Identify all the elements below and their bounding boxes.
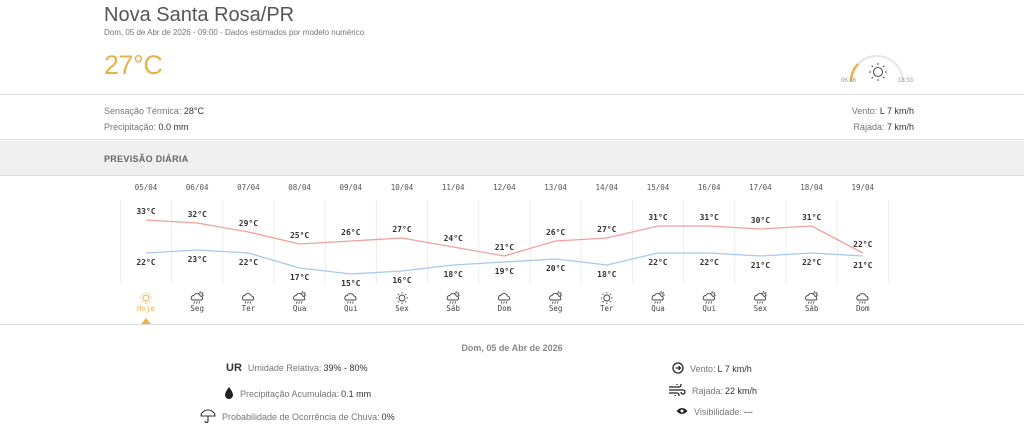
sunrise-time: 06:46	[841, 78, 857, 84]
day-label: Dom	[497, 304, 512, 313]
day-label: Qui	[702, 304, 716, 313]
min-temp-label: 18°C	[597, 270, 617, 279]
sunset-time: 18:33	[898, 78, 914, 84]
day-label: Seg	[548, 304, 563, 313]
rain-icon	[242, 294, 253, 304]
date-label: 17/04	[749, 183, 772, 192]
precip-accum-stat: Precipitação Acumulada: 0.1 mm	[224, 387, 371, 401]
max-temp-label: 21°C	[494, 243, 515, 252]
rain-icon	[498, 294, 509, 304]
city-title: Nova Santa Rosa/PR	[104, 4, 295, 26]
min-temp-label: 18°C	[443, 270, 463, 279]
day-label: Sex	[753, 304, 768, 313]
min-temp-label: 22°C	[648, 258, 668, 267]
max-temp-label: 31°C	[699, 213, 719, 222]
min-temp-label: 19°C	[494, 267, 515, 276]
rain-sun-icon	[806, 291, 819, 304]
date-label: 15/04	[646, 183, 670, 192]
gust-stat: Rajada: 22 km/h	[668, 384, 757, 398]
min-temp-label: 21°C	[750, 261, 771, 270]
max-temp-label: 29°C	[238, 219, 259, 228]
rain-probability-stat: Probabilidade de Ocorrência de Chuva: 0%	[200, 409, 395, 425]
min-temp-label: 15°C	[341, 279, 361, 288]
max-temp-label: 27°C	[597, 225, 617, 234]
humidity-stat: UR Umidade Relativa: 39% - 80%	[226, 362, 368, 374]
max-temp-label: 22°C	[853, 240, 873, 249]
rain-sun-icon	[447, 291, 460, 304]
min-temp-label: 23°C	[187, 255, 207, 264]
date-label: 18/04	[800, 183, 823, 192]
wind-stat: Vento: L 7 km/h	[672, 362, 752, 376]
date-label: 06/04	[185, 183, 209, 192]
sun-icon	[396, 292, 408, 304]
day-label: Sáb	[804, 304, 819, 313]
day-label: Dom	[856, 304, 870, 313]
rain-sun-icon	[191, 291, 204, 304]
date-label: 08/04	[288, 183, 311, 192]
min-temp-label: 22°C	[238, 258, 259, 267]
max-temp-label: 33°C	[136, 207, 156, 216]
divider	[0, 139, 1024, 140]
day-label: Qui	[344, 304, 358, 313]
max-temp-label: 26°C	[545, 228, 566, 237]
day-label: Hoje	[136, 304, 156, 313]
rain-sun-icon	[703, 291, 716, 304]
date-label: 10/04	[390, 183, 414, 192]
max-temp-label: 27°C	[392, 225, 412, 234]
max-temp-label: 25°C	[289, 231, 310, 240]
day-label: Ter	[241, 304, 256, 313]
daily-forecast-chart	[0, 176, 1024, 324]
min-temp-label: 22°C	[699, 258, 719, 267]
sun-arc-widget	[836, 44, 918, 88]
max-temp-label: 26°C	[341, 228, 361, 237]
rain-sun-icon	[652, 291, 665, 304]
day-label: Sáb	[446, 304, 460, 313]
day-label: Qua	[292, 304, 307, 313]
eye-icon	[676, 407, 688, 417]
day-label: Qua	[651, 304, 665, 313]
section-header	[0, 141, 1024, 176]
date-label: 09/04	[339, 183, 363, 192]
section-title: PREVISÃO DIÁRIA	[104, 154, 189, 164]
date-label: 13/04	[544, 183, 567, 192]
compass-icon	[672, 362, 684, 376]
feels-like: Sensação Térmica: 28°C	[104, 106, 204, 116]
wind-gust-icon	[668, 384, 686, 398]
date-label: 12/04	[493, 183, 516, 192]
umbrella-icon	[200, 409, 216, 425]
max-temp-label: 30°C	[750, 216, 771, 225]
humidity-icon: UR	[226, 362, 242, 374]
date-label: 07/04	[237, 183, 260, 192]
sun-icon	[601, 292, 613, 304]
rain-icon	[857, 294, 868, 304]
date-label: 05/04	[134, 183, 158, 192]
day-label: Sex	[395, 304, 409, 313]
max-temp-label: 31°C	[648, 213, 668, 222]
sun-icon	[869, 63, 887, 81]
gust-current: Rajada: 7 km/h	[853, 122, 914, 132]
current-temperature: 27°C	[104, 50, 163, 80]
min-temp-label: 20°C	[545, 264, 566, 273]
min-temp-label: 22°C	[801, 258, 822, 267]
selected-day-title: Dom, 05 de Abr de 2026	[461, 343, 563, 353]
rain-sun-icon	[294, 291, 307, 304]
max-temp-label: 32°C	[187, 210, 207, 219]
day-label: Ter	[600, 304, 614, 313]
date-label: 14/04	[595, 183, 619, 192]
precipitation: Precipitação: 0.0 mm	[104, 122, 189, 132]
date-label: 19/04	[851, 183, 875, 192]
min-temp-label: 17°C	[289, 273, 310, 282]
date-label: 11/04	[441, 183, 465, 192]
rain-sun-icon	[550, 291, 563, 304]
visibility-stat: Visibilidade: ---	[676, 407, 753, 417]
rain-icon	[345, 294, 356, 304]
date-label: 16/04	[697, 183, 721, 192]
sun-icon	[140, 292, 152, 304]
max-temp-label: 31°C	[801, 213, 822, 222]
divider	[0, 94, 1024, 95]
drop-icon	[224, 387, 234, 401]
date-subline: Dom, 05 de Abr de 2026 - 09:00 - Dados estimados por modelo numérico	[104, 28, 365, 37]
min-temp-label: 21°C	[853, 261, 873, 270]
day-label: Seg	[190, 304, 204, 313]
divider	[0, 324, 1024, 325]
min-temp-label: 22°C	[136, 258, 156, 267]
wind-current: Vento: L 7 km/h	[851, 106, 914, 116]
rain-sun-icon	[754, 291, 767, 304]
min-temp-label: 16°C	[392, 276, 412, 285]
max-temp-label: 24°C	[443, 234, 463, 243]
